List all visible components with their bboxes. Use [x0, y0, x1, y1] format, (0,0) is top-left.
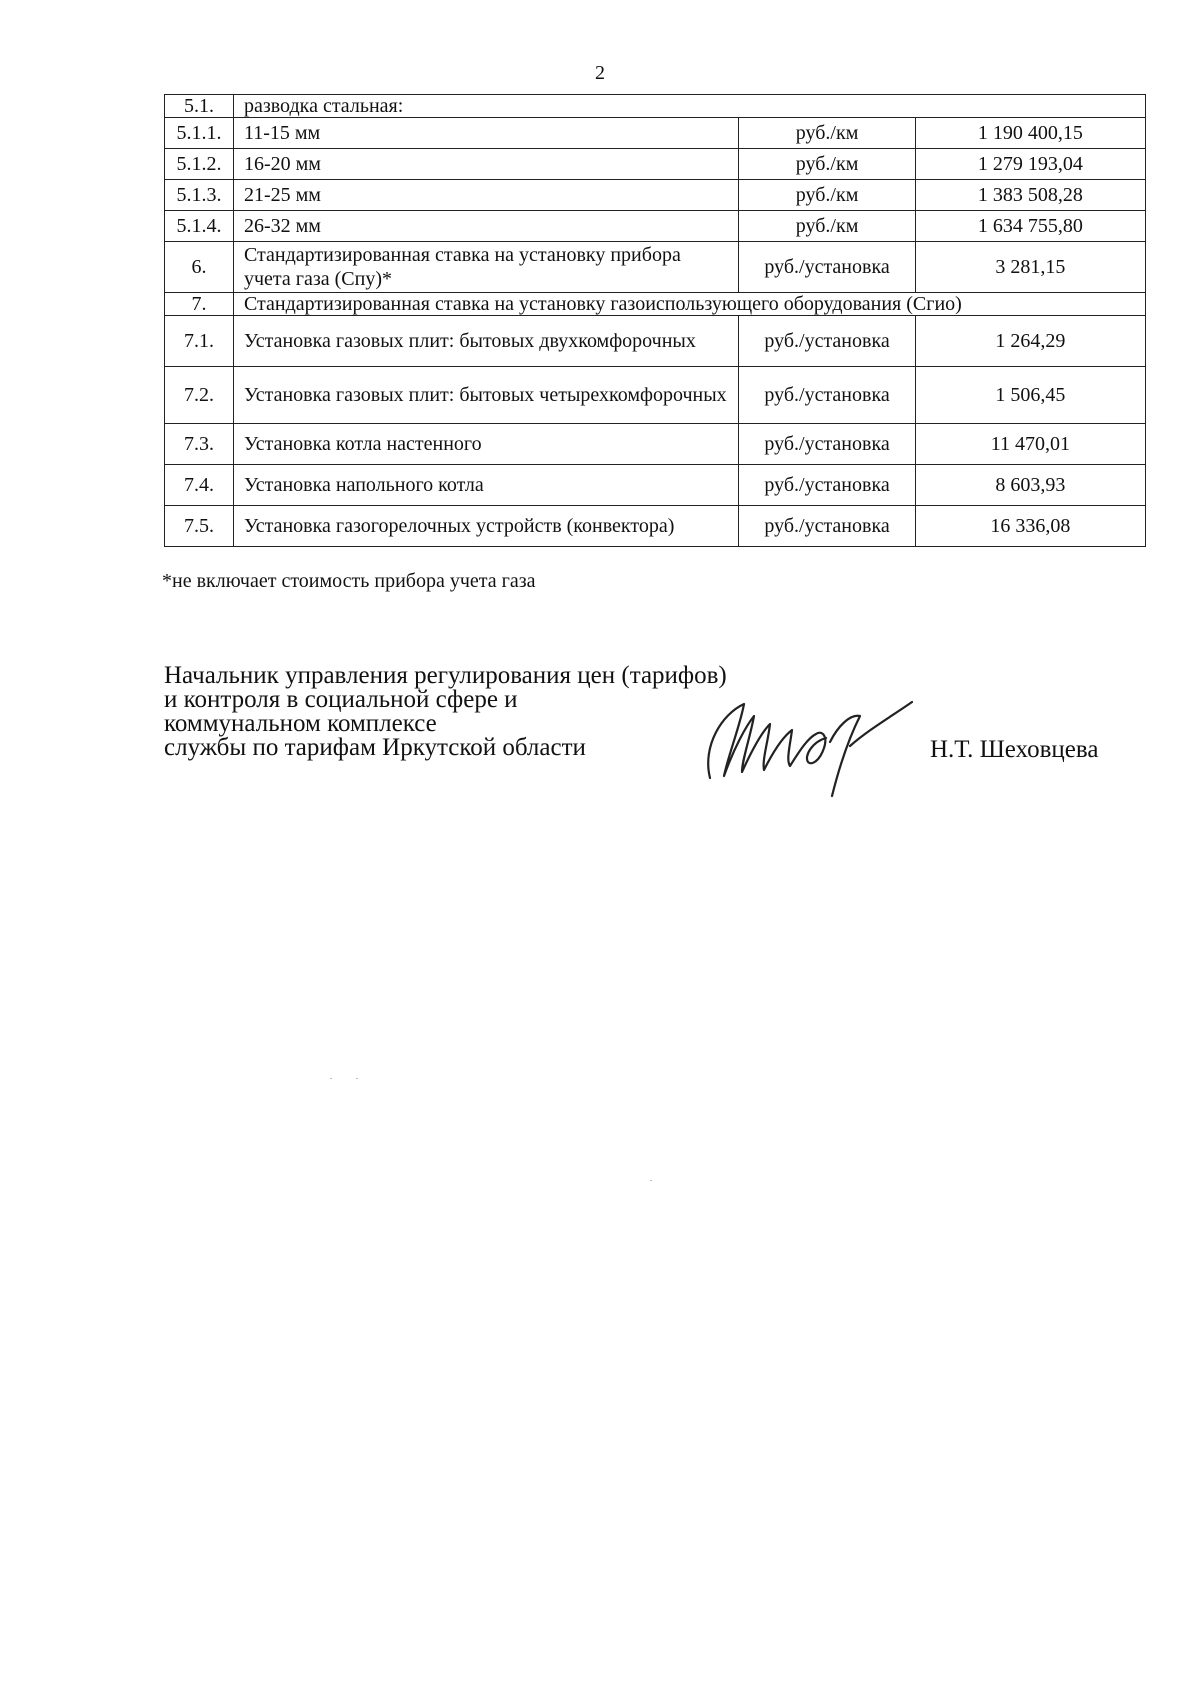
- table-row: [165, 367, 1146, 424]
- table-row: [165, 180, 1146, 211]
- row-number: 7.2.: [165, 367, 234, 424]
- row-number: 5.1.3.: [165, 180, 234, 211]
- row-description: 21-25 мм: [233, 180, 738, 211]
- table-row: [165, 424, 1146, 465]
- signer-name: Н.Т. Шеховцева: [930, 736, 1099, 763]
- row-number: 5.1.1.: [165, 118, 234, 149]
- row-value: 16 336,08: [915, 506, 1145, 547]
- row-number: 5.1.: [165, 95, 234, 118]
- row-number: 7.1.: [165, 316, 234, 367]
- row-unit: руб./установка: [739, 506, 916, 547]
- row-number: 6.: [165, 242, 234, 293]
- row-value: 1 383 508,28: [915, 180, 1145, 211]
- footnote: *не включает стоимость прибора учета газа: [162, 570, 536, 592]
- row-value: 11 470,01: [915, 424, 1145, 465]
- row-unit: руб./км: [739, 118, 916, 149]
- row-value: 1 264,29: [915, 316, 1145, 367]
- row-unit: руб./км: [739, 180, 916, 211]
- scan-speck: [356, 1078, 358, 1079]
- row-value: 8 603,93: [915, 465, 1145, 506]
- row-description: разводка стальная:: [233, 95, 1145, 118]
- signoff-block: [164, 664, 727, 760]
- row-unit: руб./установка: [739, 242, 916, 293]
- table-row: [165, 149, 1146, 180]
- row-value: 1 279 193,04: [915, 149, 1145, 180]
- row-value: 1 634 755,80: [915, 211, 1145, 242]
- table-row: [165, 506, 1146, 547]
- row-value: 1 506,45: [915, 367, 1145, 424]
- table-row: [165, 242, 1146, 293]
- row-value: 1 190 400,15: [915, 118, 1145, 149]
- row-description: Установка напольного котла: [233, 465, 738, 506]
- signoff-line: и контроля в социальной сфере и: [164, 686, 518, 713]
- signoff-line: коммунальном комплексе: [164, 710, 437, 737]
- row-unit: руб./установка: [739, 424, 916, 465]
- handwritten-signature: [700, 686, 960, 806]
- row-description: Установка газовых плит: бытовых двухкомфорочных: [233, 316, 738, 367]
- row-number: 7.: [165, 293, 234, 316]
- row-description: Установка газогорелочных устройств (конвектора): [233, 506, 738, 547]
- row-description: Стандартизированная ставка на установку прибора учета газа (Спу)*: [233, 242, 738, 293]
- table-row: [165, 293, 1146, 316]
- row-description: Установка газовых плит: бытовых четырехкомфорочных: [233, 367, 738, 424]
- scan-speck: [330, 1078, 332, 1079]
- signoff-line: Начальник управления регулирования цен (тарифов): [164, 662, 727, 689]
- row-unit: руб./км: [739, 211, 916, 242]
- scan-speck: [650, 1180, 652, 1181]
- row-description: Установка котла настенного: [233, 424, 738, 465]
- table-row: [165, 211, 1146, 242]
- row-value: 3 281,15: [915, 242, 1145, 293]
- table-row: [165, 95, 1146, 118]
- row-unit: руб./установка: [739, 465, 916, 506]
- row-number: 7.5.: [165, 506, 234, 547]
- row-unit: руб./установка: [739, 367, 916, 424]
- row-number: 5.1.2.: [165, 149, 234, 180]
- tariff-table: [164, 94, 1146, 547]
- row-description: 26-32 мм: [233, 211, 738, 242]
- row-description: Стандартизированная ставка на установку газоиспользующего оборудования (Сгио): [233, 293, 1145, 316]
- row-number: 5.1.4.: [165, 211, 234, 242]
- row-description: 16-20 мм: [233, 149, 738, 180]
- row-number: 7.3.: [165, 424, 234, 465]
- page-number: 2: [595, 62, 605, 84]
- row-unit: руб./км: [739, 149, 916, 180]
- table-row: [165, 465, 1146, 506]
- signoff-line: службы по тарифам Иркутской области: [164, 734, 586, 761]
- row-number: 7.4.: [165, 465, 234, 506]
- row-unit: руб./установка: [739, 316, 916, 367]
- table-row: [165, 316, 1146, 367]
- table-row: [165, 118, 1146, 149]
- row-description: 11-15 мм: [233, 118, 738, 149]
